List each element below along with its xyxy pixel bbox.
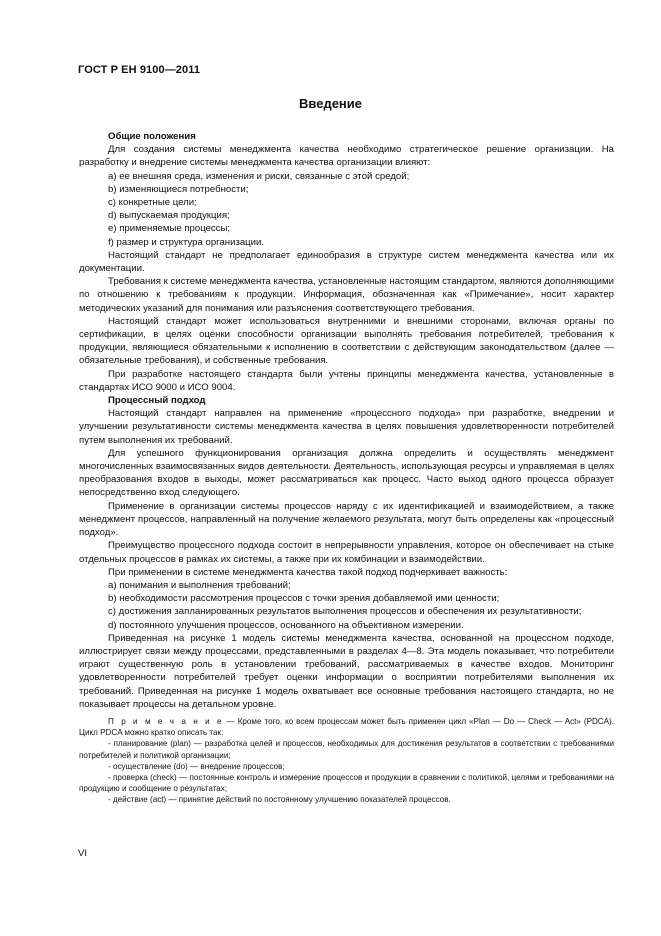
paragraph: Настоящий стандарт направлен на применение «процессного подхода» при разработке, внедрении и улучшении результативности системы менеджмента качества в целях повышения удовлетворенности потребителей путем выполнения их требований. — [79, 408, 614, 446]
paragraph: Применение в организации системы процессов наряду с их идентификацией и взаимодействием, а также менеджмент процессов, направленный на получение желаемого результата, могут быть определены как «процессный подход». — [79, 500, 614, 539]
paragraph: Для успешного функционирования организация должна определить и осуществлять менеджмент многочисленных взаимосвязанных видов деятельности. Деятельность, использующая ресурсы и управляемая в целях преобразования входов в выходы, может рассматриваться как процесс. Часто выход одного процесса образует непосредственно вход следующего. — [79, 447, 614, 499]
note-list — [79, 738, 614, 805]
list-item: e) применяемые процессы; — [108, 223, 231, 235]
note-label: П р и м е ч а н и е — [108, 716, 224, 726]
paragraph: Для создания системы менеджмента качества необходимо стратегическое решение организации. На разработку и внедрение системы менеджмента качества организации влияют: — [79, 144, 614, 169]
page-number: VI — [78, 848, 88, 859]
list-item: a) понимания и выполнения требований; — [108, 579, 291, 591]
list-item: f) размер и структура организации. — [108, 236, 265, 248]
paragraph: Требования к системе менеджмента качества, установленные настоящим стандартом, являются дополняющими по отношению к требованиям к продукции. Информация, обозначенная как «Примечание», носит характер методических указаний для понимания или разъяснения соответствующего требования. — [79, 276, 614, 314]
section-heading-general: Общие положения — [108, 131, 196, 142]
note-list-item: - проверка (check) — постоянные контроль и измерение процессов и продукции в сравнении с политикой, целями и требованиями на продукцию и сообщение о результатах; — [79, 772, 614, 794]
paragraph: Настоящий стандарт может использоваться внутренними и внешними сторонами, включая органы по сертификации, в целях оценки способности организации выполнять требования потребителей, требования к продукции, являющиеся обязательными к исполнению в соответствии с действующим законодательством (далее — обязательные требования), и собственные требования. — [79, 315, 614, 367]
note-list-item: - действие (act) — принятие действий по постоянному улучшению показателей процессов. — [108, 795, 451, 805]
paragraph: При разработке настоящего стандарта были учтены принципы менеджмента качества, установленные в стандартах ИСО 9000 и ИСО 9004. — [79, 368, 614, 393]
paragraph: Преимущество процессного подхода состоит в непрерывности управления, которое он обеспечивает на стыке отдельных процессов в рамках их системы, а также при их комбинации и взаимодействии. — [79, 540, 614, 565]
list-item: d) выпускаемая продукция; — [108, 210, 230, 222]
document-body — [79, 130, 614, 806]
section-heading-process: Процессный подход — [108, 395, 206, 407]
document-header: ГОСТ Р ЕН 9100—2011 — [78, 64, 201, 76]
list-item: a) ее внешняя среда, изменения и риски, связанные с этой средой; — [108, 170, 410, 182]
list-item: d) постоянного улучшения процессов, основанного на объективном измерении. — [108, 619, 464, 631]
page-title: Введение — [299, 96, 362, 111]
note-block — [79, 716, 614, 806]
list-item: b) изменяющиеся потребности; — [108, 183, 249, 195]
list-item: c) конкретные цели; — [108, 197, 197, 209]
list-item: b) необходимости рассмотрения процессов с точки зрения добавляемой ими ценности; — [108, 593, 500, 605]
paragraph: Приведенная на рисунке 1 модель системы менеджмента качества, основанной на процессном подходе, иллюстрирует связи между процессами, представленными в разделах 4—8. Эта модель показывает, что потребители играют существенную роль в установлении требований, рассматриваемых в качестве входов. Мониторинг удовлетворенности потребителей требует оценки информации о восприятии потребителями выполнения их требований. Приведенная на рисунке 1 модель охватывает все основные требования настоящего стандарта, но не показывает процессы на детальном уровне. — [79, 632, 614, 710]
note-paragraph — [79, 716, 614, 738]
note-list-item: - осуществление (do) — внедрение процессов; — [108, 761, 285, 771]
note-list-item: - планирование (plan) — разработка целей и процессов, необходимых для достижения результатов в соответствии с требованиями потребителей и политикой организации; — [79, 739, 614, 760]
paragraph: При применении в системе менеджмента качества такой подход подчеркивает важность: — [108, 566, 508, 578]
paragraph: Настоящий стандарт не предполагает единообразия в структуре систем менеджмента качества или их документации. — [79, 249, 614, 275]
note-text: — Кроме того, ко всем процессам может быть применен цикл «Plan — Do — Check — Act» (PDCA). Цикл PDCA можно кратко описать так: — [79, 716, 614, 738]
list-item: c) достижения запланированных результатов выполнения процессов и обеспечения их результативности; — [108, 606, 582, 618]
